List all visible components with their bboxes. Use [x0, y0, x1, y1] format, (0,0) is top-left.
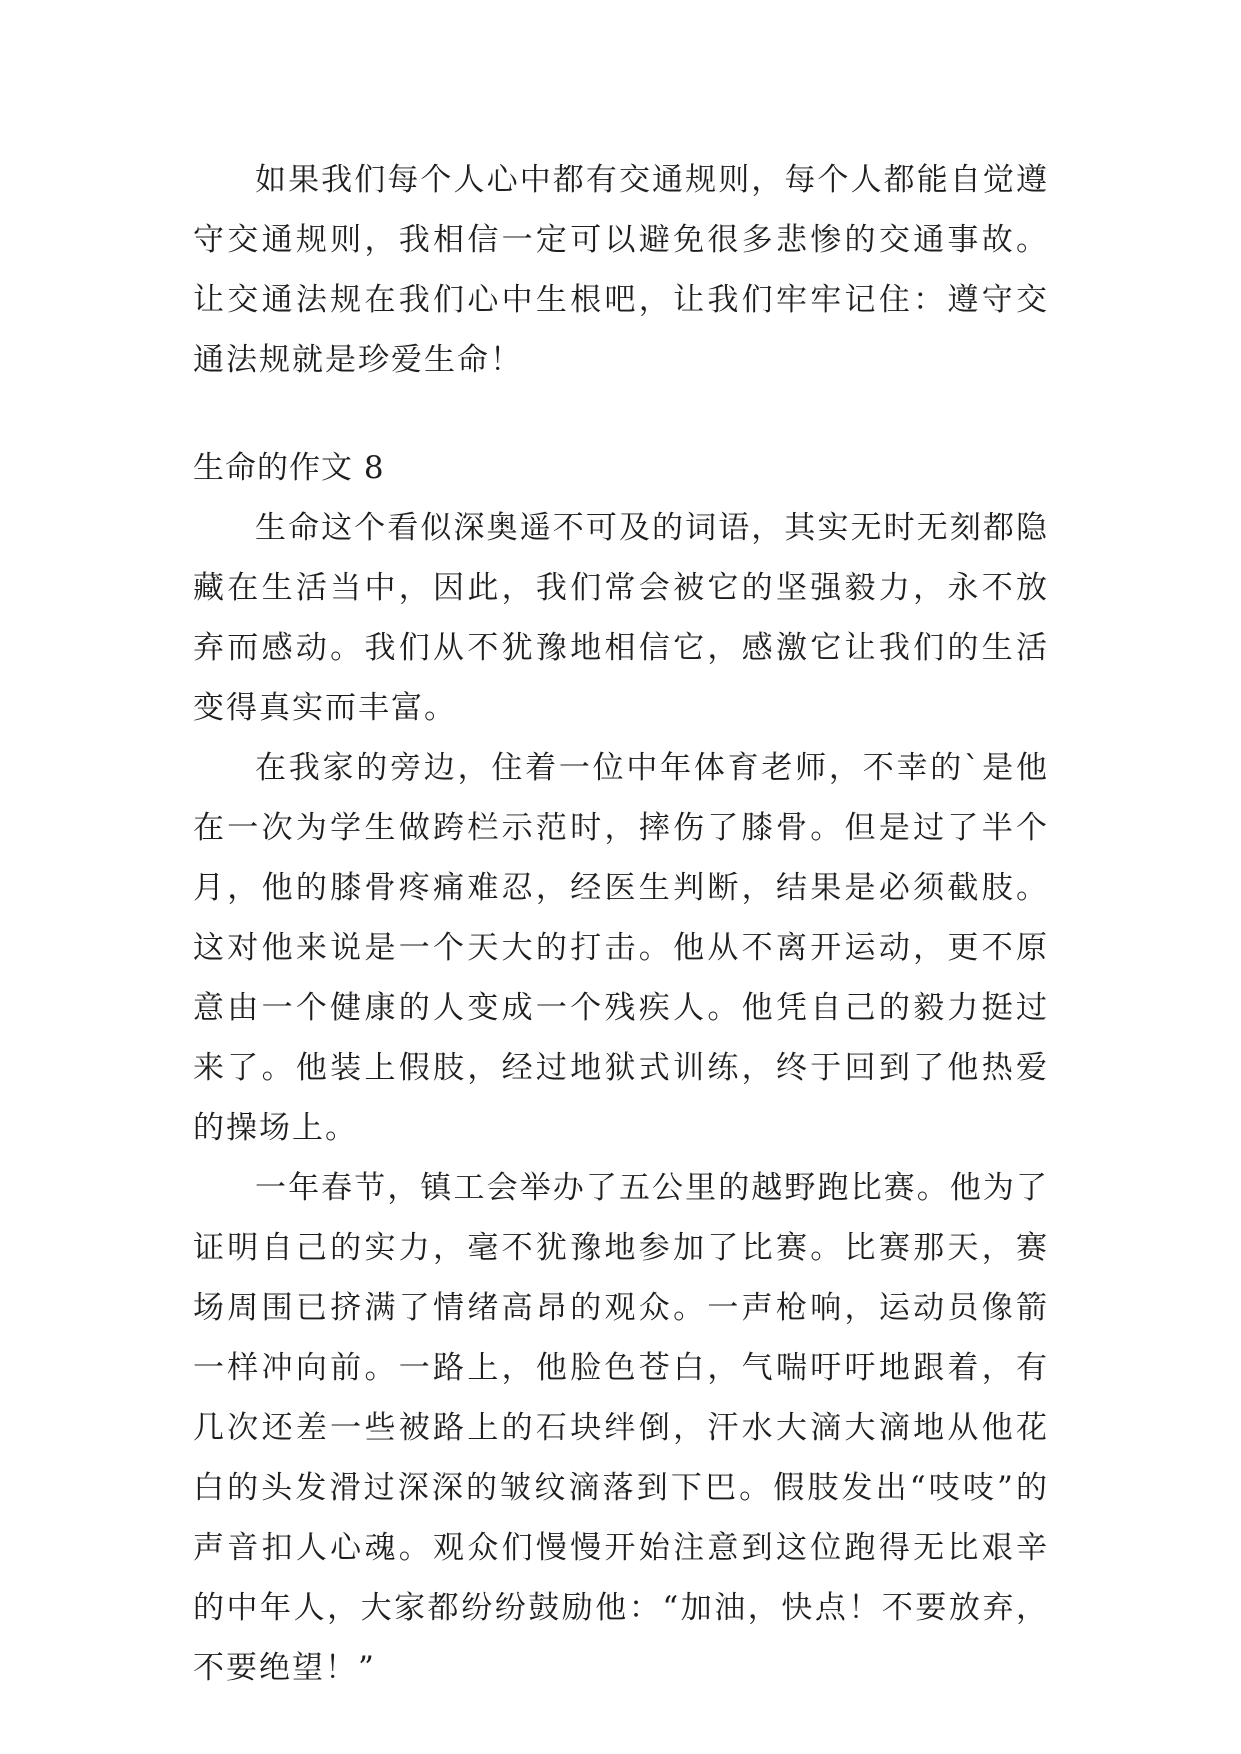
- section-title: 生命的作文 8: [193, 450, 385, 486]
- document-body: [193, 150, 1049, 1698]
- intro-paragraph: 如果我们每个人心中都有交通规则，每个人都能自觉遵守交通规则，我相信一定可以避免很多悲惨的交通事故。让交通法规在我们心中生根吧，让我们牢牢记住：遵守交通法规就是珍爱生命！: [193, 162, 1049, 378]
- paragraph: 一年春节，镇工会举办了五公里的越野跑比赛。他为了证明自己的实力，毫不犹豫地参加了比赛。比赛那天，赛场周围已挤满了情绪高昂的观众。一声枪响，运动员像箭一样冲向前。一路上，他脸色苍白，气喘吁吁地跟着，有几次还差一些被路上的石块绊倒，汗水大滴大滴地从他花白的头发滑过深深的皱纹滴落到下巴。假肢发出“吱吱”的声音扣人心魂。观众们慢慢开始注意到这位跑得无比艰辛的中年人，大家都纷纷鼓励他：“加油，快点！不要放弃，不要绝望！”: [193, 1170, 1049, 1686]
- paragraph: 在我家的旁边，住着一位中年体育老师，不幸的`是他在一次为学生做跨栏示范时，摔伤了膝骨。但是过了半个月，他的膝骨疼痛难忍，经医生判断，结果是必须截肢。这对他来说是一个天大的打击。他从不离开运动，更不原意由一个健康的人变成一个残疾人。他凭自己的毅力挺过来了。他装上假肢，经过地狱式训练，终于回到了他热爱的操场上。: [193, 750, 1049, 1146]
- paragraph: 生命这个看似深奥遥不可及的词语，其实无时无刻都隐藏在生活当中，因此，我们常会被它的坚强毅力，永不放弃而感动。我们从不犹豫地相信它，感激它让我们的生活变得真实而丰富。: [193, 510, 1049, 726]
